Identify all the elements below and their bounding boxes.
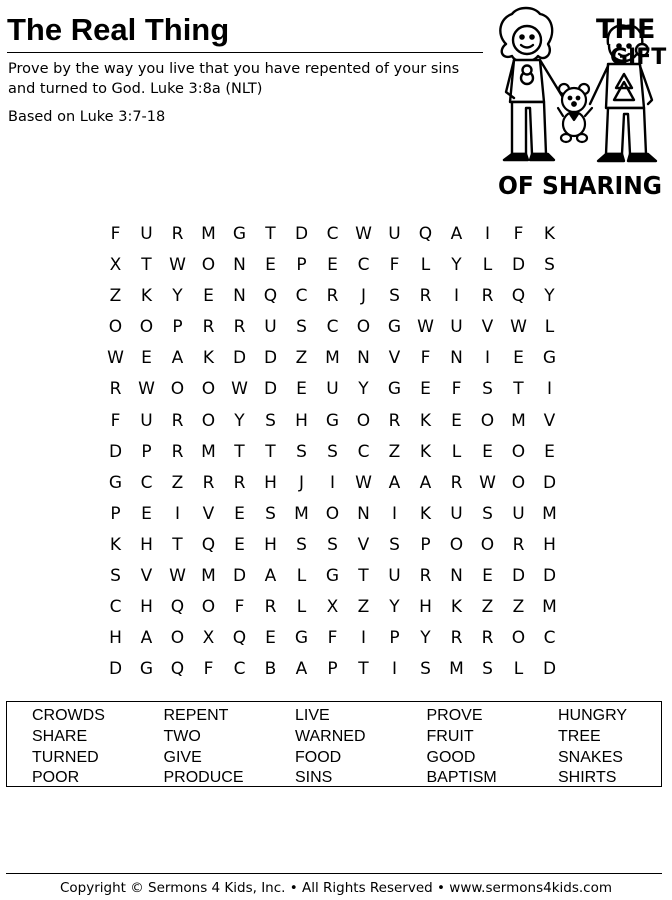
grid-letter[interactable]: G (139, 659, 154, 680)
grid-letter[interactable]: C (326, 224, 339, 244)
grid-letter[interactable]: O (108, 317, 123, 338)
grid-letter[interactable]: O (170, 379, 185, 400)
grid-letter[interactable]: N (233, 286, 246, 307)
word-list (32, 706, 672, 789)
grid-letter[interactable]: Q (170, 659, 185, 680)
grid-letter[interactable]: O (201, 410, 216, 431)
grid-letter[interactable]: Q (511, 286, 526, 307)
grid-letter[interactable]: M (294, 503, 309, 524)
grid-letter[interactable]: X (109, 255, 122, 276)
grid-letter[interactable]: S (296, 534, 307, 555)
grid-letter[interactable]: U (512, 503, 525, 524)
grid-letter[interactable]: O (511, 472, 526, 493)
grid-letter[interactable]: Z (171, 472, 184, 493)
grid-letter[interactable]: R (388, 410, 401, 431)
grid-letter[interactable]: U (388, 224, 401, 244)
grid-letter[interactable]: O (511, 628, 526, 649)
grid-letter[interactable]: S (420, 659, 431, 680)
grid-letter[interactable]: A (419, 472, 432, 493)
grid-letter[interactable]: M (325, 348, 340, 369)
grid-letter[interactable]: U (450, 503, 463, 524)
grid-letter[interactable]: S (265, 410, 276, 431)
grid-letter[interactable]: E (420, 379, 431, 400)
grid-letter[interactable]: R (450, 472, 463, 493)
grid-letter[interactable]: N (357, 503, 370, 524)
word-bank-item: REPENT (163, 707, 229, 724)
logo-line-1: THE (596, 14, 656, 45)
grid-letter[interactable]: X (326, 597, 339, 618)
grid-letter[interactable]: I (546, 379, 552, 400)
grid-letter[interactable]: S (296, 317, 307, 338)
grid-letter[interactable]: E (234, 534, 245, 555)
grid-letter[interactable]: A (295, 659, 308, 680)
grid-letter[interactable]: S (110, 566, 121, 587)
grid-letter[interactable]: E (234, 503, 245, 524)
grid-letter[interactable]: C (109, 597, 122, 618)
grid-letter[interactable]: G (325, 410, 340, 431)
grid-letter[interactable]: F (110, 410, 121, 431)
grid-letter[interactable]: D (511, 566, 526, 587)
grid-letter[interactable]: K (109, 534, 122, 555)
grid-letter[interactable]: K (543, 224, 556, 244)
grid-letter[interactable]: I (391, 659, 397, 680)
grid-letter[interactable]: S (482, 659, 493, 680)
grid-letter[interactable]: V (388, 348, 401, 369)
grid-letter[interactable]: Q (418, 224, 433, 244)
grid-letter[interactable]: T (358, 659, 369, 680)
grid-letter[interactable]: G (325, 566, 340, 587)
grid-letter[interactable]: L (482, 255, 493, 276)
grid-letter[interactable]: H (543, 534, 556, 555)
grid-letter[interactable]: A (171, 348, 184, 369)
grid-letter[interactable]: D (263, 379, 278, 400)
word-bank-item: GOOD (426, 748, 476, 766)
grid-letter[interactable]: G (387, 379, 402, 400)
grid-letter[interactable]: K (450, 597, 463, 618)
grid-letter[interactable]: E (544, 441, 555, 462)
grid-letter[interactable]: U (140, 410, 153, 431)
grid-letter[interactable]: Z (295, 348, 308, 369)
grid-letter[interactable]: C (326, 317, 339, 338)
grid-letter[interactable]: O (356, 317, 371, 338)
grid-letter[interactable]: K (140, 286, 153, 307)
word-bank-item: SINS (295, 769, 333, 787)
grid-letter[interactable]: T (234, 441, 245, 462)
gift-of-sharing-logo (492, 4, 668, 200)
grid-letter[interactable]: V (481, 317, 494, 338)
grid-letter[interactable]: L (420, 255, 431, 276)
grid-letter[interactable]: K (202, 348, 215, 369)
word-bank-item: PRODUCE (163, 769, 244, 787)
grid-letter[interactable]: F (110, 224, 121, 244)
grid-letter[interactable]: W (169, 255, 186, 276)
grid-letter[interactable]: T (141, 255, 152, 276)
grid-letter[interactable]: U (450, 317, 463, 338)
grid-letter[interactable]: G (108, 472, 123, 493)
grid-letter[interactable]: Y (234, 410, 245, 431)
word-bank-item: CROWDS (32, 707, 105, 724)
grid-letter[interactable]: O (201, 379, 216, 400)
grid-letter[interactable]: R (233, 317, 246, 338)
grid-letter[interactable]: O (356, 410, 371, 431)
grid-letter[interactable]: S (389, 534, 400, 555)
grid-letter[interactable]: G (542, 348, 557, 369)
grid-letter[interactable]: T (265, 441, 276, 462)
grid-letter[interactable]: M (449, 659, 464, 680)
grid-letter[interactable]: V (202, 503, 215, 524)
grid-letter[interactable]: Y (420, 628, 431, 649)
grid-letter[interactable]: P (420, 534, 431, 555)
grid-letter[interactable]: A (140, 628, 153, 649)
grid-letter[interactable]: M (511, 410, 526, 431)
grid-letter[interactable]: U (326, 379, 339, 400)
grid-letter[interactable]: S (327, 534, 338, 555)
grid-letter[interactable]: Y (544, 286, 555, 307)
grid-letter[interactable]: R (202, 472, 215, 493)
grid-letter[interactable]: O (480, 534, 495, 555)
grid-letter[interactable]: H (419, 597, 432, 618)
grid-letter[interactable]: Q (170, 597, 185, 618)
grid-letter[interactable]: U (264, 317, 277, 338)
grid-letter[interactable]: D (108, 441, 123, 462)
grid-letter[interactable]: O (449, 534, 464, 555)
grid-letter[interactable]: Y (451, 255, 462, 276)
grid-letter[interactable]: D (542, 659, 557, 680)
grid-letter[interactable]: Y (358, 379, 369, 400)
grid-letter[interactable]: E (327, 255, 338, 276)
grid-letter[interactable]: W (479, 472, 496, 493)
grid-letter[interactable]: L (296, 566, 307, 587)
grid-letter[interactable]: N (450, 348, 463, 369)
grid-letter[interactable]: M (201, 566, 216, 587)
grid-letter[interactable]: H (140, 597, 153, 618)
grid-letter[interactable]: O (480, 410, 495, 431)
grid-letter[interactable]: E (296, 379, 307, 400)
grid-letter[interactable]: A (264, 566, 277, 587)
grid-letter[interactable]: M (542, 597, 557, 618)
grid-letter[interactable]: E (265, 628, 276, 649)
grid-letter[interactable]: S (327, 441, 338, 462)
word-bank-item: TURNED (32, 748, 99, 766)
grid-letter[interactable]: Q (263, 286, 278, 307)
word-bank-item: HUNGRY (558, 707, 628, 724)
grid-letter[interactable]: M (542, 503, 557, 524)
grid-letter[interactable]: K (419, 441, 432, 462)
grid-letter[interactable]: C (543, 628, 556, 649)
grid-letter[interactable]: E (482, 566, 493, 587)
grid-letter[interactable]: F (234, 597, 245, 618)
grid-letter[interactable]: V (543, 410, 556, 431)
grid-letter[interactable]: R (109, 379, 122, 400)
grid-letter[interactable]: U (140, 224, 153, 244)
grid-letter[interactable]: G (232, 224, 247, 244)
grid-letter[interactable]: R (171, 410, 184, 431)
grid-letter[interactable]: H (109, 628, 122, 649)
grid-letter[interactable]: W (355, 472, 372, 493)
word-bank-item: WARNED (295, 727, 366, 745)
grid-letter[interactable]: R (481, 286, 494, 307)
grid-letter[interactable]: K (419, 503, 432, 524)
grid-letter[interactable]: X (202, 628, 215, 649)
grid-letter[interactable]: Y (389, 597, 400, 618)
logo-line-3: OF SHARING (498, 171, 662, 200)
logo-line-2: GIFT (610, 45, 667, 70)
grid-letter[interactable]: F (389, 255, 400, 276)
grid-letter[interactable]: Y (172, 286, 183, 307)
grid-letter[interactable]: P (110, 503, 121, 524)
grid-letter[interactable]: D (232, 566, 247, 587)
grid-letter[interactable]: T (513, 379, 524, 400)
grid-letter[interactable]: Z (481, 597, 494, 618)
grid-letter[interactable]: E (265, 255, 276, 276)
grid-letter[interactable]: C (295, 286, 308, 307)
grid-letter[interactable]: P (389, 628, 400, 649)
grid-letter[interactable]: O (511, 441, 526, 462)
grid-letter[interactable]: T (265, 224, 276, 244)
grid-letter[interactable]: S (482, 379, 493, 400)
grid-letter[interactable]: C (357, 441, 370, 462)
title-divider (7, 52, 483, 53)
grid-letter[interactable]: E (141, 503, 152, 524)
grid-letter[interactable]: H (264, 534, 277, 555)
grid-letter[interactable]: Z (388, 441, 401, 462)
grid-letter[interactable]: J (360, 286, 366, 307)
grid-letter[interactable]: F (203, 659, 214, 680)
grid-letter[interactable]: F (327, 628, 338, 649)
grid-letter[interactable]: E (482, 441, 493, 462)
grid-letter[interactable]: I (453, 286, 459, 307)
grid-letter[interactable]: W (355, 224, 372, 244)
grid-letter[interactable]: W (417, 317, 434, 338)
grid-letter[interactable]: Z (109, 286, 122, 307)
grid-letter[interactable]: R (326, 286, 339, 307)
grid-letter[interactable]: I (360, 628, 366, 649)
grid-letter[interactable]: F (513, 224, 524, 244)
grid-letter[interactable]: R (512, 534, 525, 555)
grid-letter[interactable]: I (174, 503, 180, 524)
word-bank (6, 701, 662, 787)
grid-letter[interactable]: N (450, 566, 463, 587)
grid-letter[interactable]: L (544, 317, 555, 338)
grid-letter[interactable]: C (233, 659, 246, 680)
grid-letter[interactable]: W (231, 379, 248, 400)
grid-letter[interactable]: F (451, 379, 462, 400)
grid-letter[interactable]: R (202, 317, 215, 338)
grid-letter[interactable]: I (329, 472, 335, 493)
grid-letter[interactable]: A (450, 224, 463, 244)
grid-letter[interactable]: R (450, 628, 463, 649)
grid-letter[interactable]: C (357, 255, 370, 276)
grid-letter[interactable]: O (201, 255, 216, 276)
word-bank-item: TWO (163, 727, 201, 745)
grid-letter[interactable]: R (264, 597, 277, 618)
grid-letter[interactable]: M (201, 224, 216, 244)
grid-letter[interactable]: D (511, 255, 526, 276)
instructions-text: Prove by the way you live that you have repented of your sins and turned to God. Luke 3:8a (NLT) (8, 61, 460, 97)
grid-letter[interactable]: Q (201, 534, 216, 555)
grid-letter[interactable]: R (481, 628, 494, 649)
grid-letter[interactable]: D (108, 659, 123, 680)
grid-letter[interactable]: G (387, 317, 402, 338)
word-bank-item: TREE (558, 727, 601, 745)
grid-letter[interactable]: O (325, 503, 340, 524)
grid-letter[interactable]: W (169, 566, 186, 587)
grid-letter[interactable]: D (263, 348, 278, 369)
word-bank-item: SHIRTS (558, 769, 617, 787)
grid-letter[interactable]: W (510, 317, 527, 338)
grid-letter[interactable]: S (296, 441, 307, 462)
grid-letter[interactable]: G (294, 628, 309, 649)
grid-letter[interactable]: L (296, 597, 307, 618)
grid-letter[interactable]: E (141, 348, 152, 369)
grid-letter[interactable]: J (298, 472, 304, 493)
grid-letter[interactable]: P (327, 659, 338, 680)
word-bank-item: BAPTISM (426, 769, 497, 787)
grid-letter[interactable]: I (484, 224, 490, 244)
grid-letter[interactable]: D (542, 566, 557, 587)
word-bank-item: FRUIT (426, 727, 474, 745)
grid-letter[interactable]: R (419, 566, 432, 587)
grid-letter[interactable]: N (233, 255, 246, 276)
grid-letter[interactable]: Z (512, 597, 525, 618)
grid-letter[interactable]: R (171, 441, 184, 462)
children-sharing-illustration-icon (492, 4, 668, 200)
grid-letter[interactable]: R (233, 472, 246, 493)
word-bank-item: SNAKES (558, 748, 623, 766)
grid-letter[interactable]: D (542, 472, 557, 493)
grid-letter[interactable]: T (172, 534, 183, 555)
grid-letter[interactable]: R (171, 224, 184, 244)
grid-letter[interactable]: S (265, 503, 276, 524)
grid-letter[interactable]: E (451, 410, 462, 431)
grid-letter[interactable]: U (388, 566, 401, 587)
grid-letter[interactable]: E (203, 286, 214, 307)
word-bank-item: GIVE (163, 748, 202, 766)
grid-letter[interactable]: R (419, 286, 432, 307)
grid-letter[interactable]: E (513, 348, 524, 369)
word-bank-item: LIVE (295, 707, 330, 724)
grid-letter[interactable]: K (419, 410, 432, 431)
grid-letter[interactable]: N (357, 348, 370, 369)
grid-letter[interactable]: W (138, 379, 155, 400)
scripture-reference: Based on Luke 3:7-18 (8, 109, 166, 125)
grid-letter[interactable]: I (484, 348, 490, 369)
grid-letter[interactable]: W (107, 348, 124, 369)
grid-letter[interactable]: V (140, 566, 153, 587)
word-bank-item: PROVE (426, 707, 483, 724)
footer-divider (6, 873, 662, 874)
grid-letter[interactable]: S (389, 286, 400, 307)
grid-letter[interactable]: C (140, 472, 153, 493)
grid-letter[interactable]: O (201, 597, 216, 618)
word-bank-item: POOR (32, 769, 80, 787)
grid-letter[interactable]: Q (232, 628, 247, 649)
grid-letter[interactable]: Z (357, 597, 370, 618)
grid-letter[interactable]: H (295, 410, 308, 431)
grid-letter[interactable]: D (232, 348, 247, 369)
grid-letter[interactable]: D (294, 224, 309, 244)
grid-letter[interactable]: L (451, 441, 462, 462)
grid-letter[interactable]: T (358, 566, 369, 587)
grid-letter[interactable]: S (482, 503, 493, 524)
grid-letter[interactable]: A (388, 472, 401, 493)
grid-letter[interactable]: F (420, 348, 431, 369)
grid-letter[interactable]: I (391, 503, 397, 524)
grid-letter[interactable]: P (296, 255, 307, 276)
word-bank-item: SHARE (32, 727, 88, 745)
grid-letter[interactable]: O (139, 317, 154, 338)
grid-letter[interactable]: L (513, 659, 524, 680)
word-search-grid[interactable] (100, 219, 565, 685)
grid-letter[interactable]: M (201, 441, 216, 462)
grid-letter[interactable]: O (170, 628, 185, 649)
copyright-footer: Copyright © Sermons 4 Kids, Inc. • All Rights Reserved • www.sermons4kids.com (60, 880, 612, 896)
word-bank-item: FOOD (295, 748, 342, 766)
grid-letter[interactable]: H (264, 472, 277, 493)
grid-letter[interactable]: V (357, 534, 370, 555)
grid-letter[interactable]: H (140, 534, 153, 555)
grid-letter[interactable]: P (141, 441, 152, 462)
page-title: The Real Thing (7, 12, 230, 47)
grid-letter[interactable]: P (172, 317, 183, 338)
grid-letter[interactable]: B (264, 659, 277, 680)
grid-letter[interactable]: S (544, 255, 555, 276)
